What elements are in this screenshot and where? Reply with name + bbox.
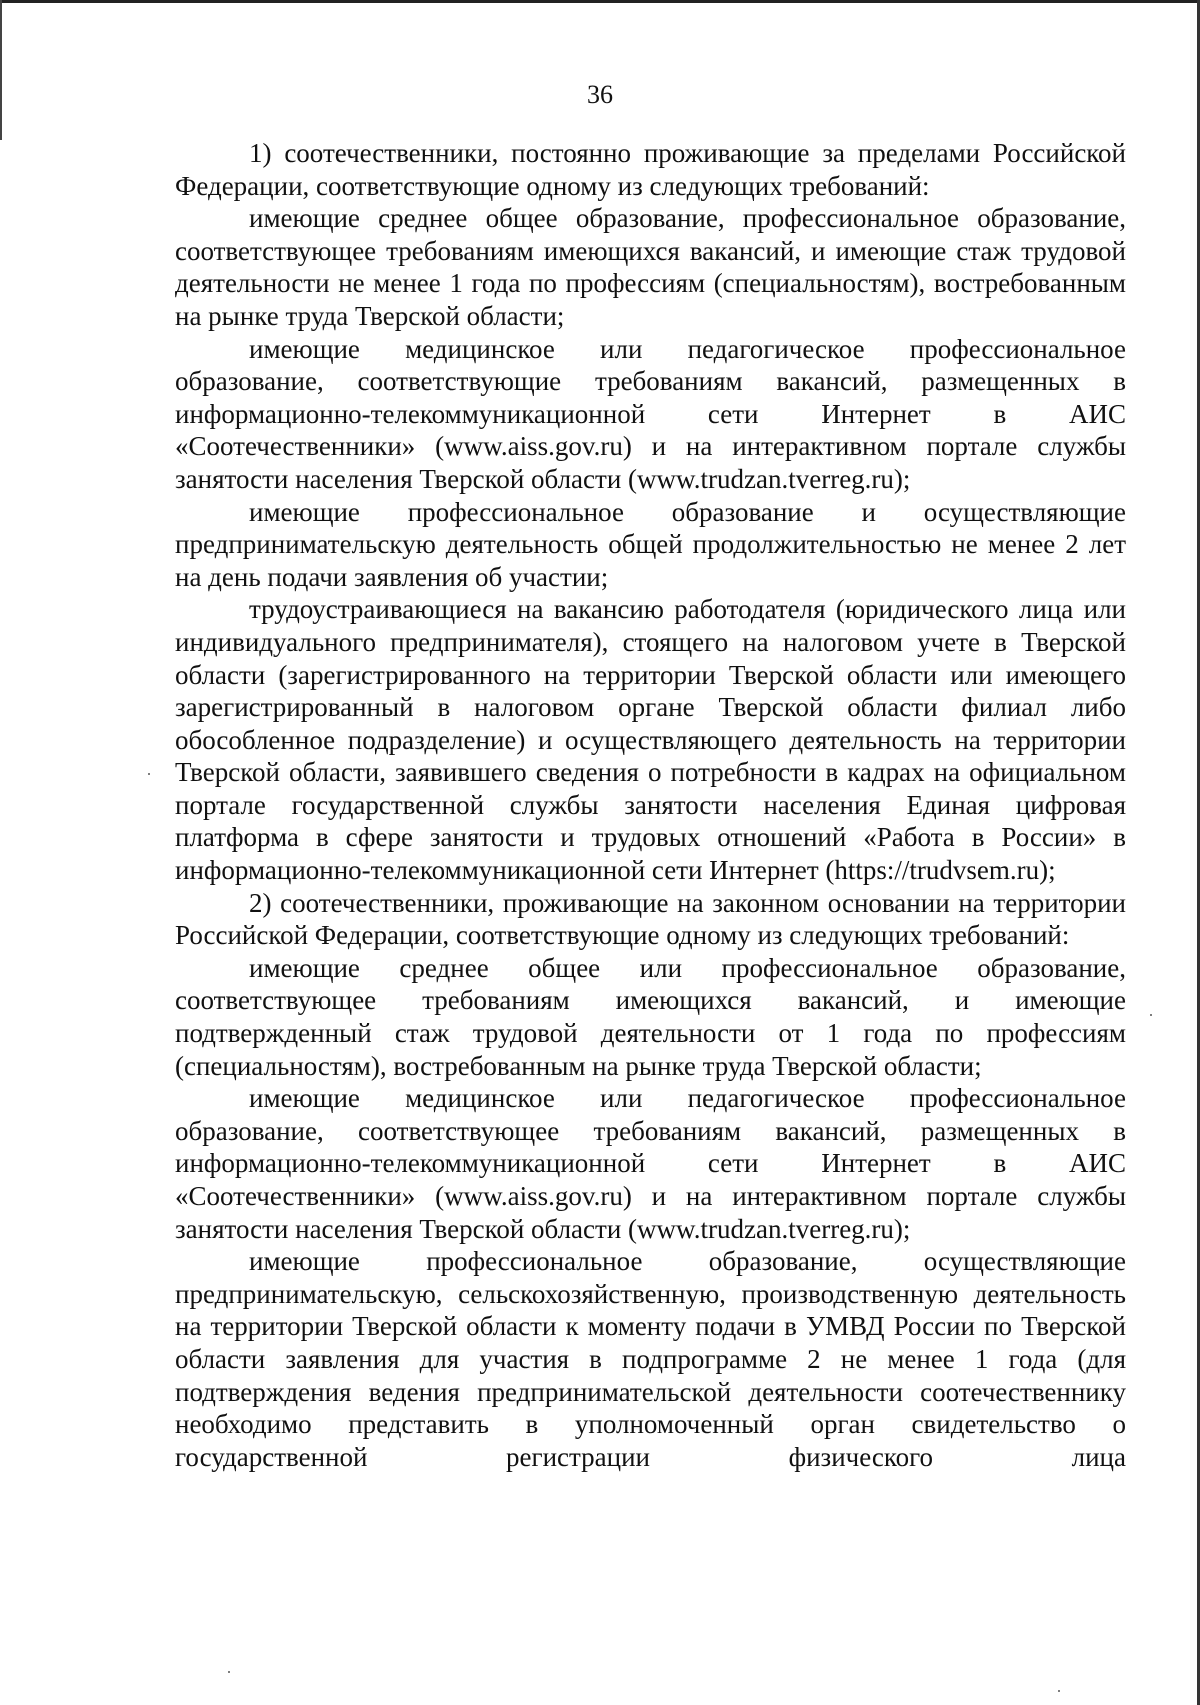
paragraph-requirement-entrepreneurship-2: имеющие профессиональное образование, осуществляющие предпринимательскую, сельскохозяйственную, производственную деятельность на территории Тверской области к моменту подачи в УМВД России по Тверской области заявления для участия в подпрограмме 2 не менее 1 года (для подтверждения ведения предпринимательской деятельности соотечественнику необходимо представить в уполномоченный орган свидетельство о государственной регистрации физического лица (175, 1246, 1126, 1472)
paragraph-requirement-secondary-education: имеющие среднее общее образование, профессиональное образование, соответствующее требованиям имеющихся вакансий, и имеющие стаж трудовой деятельности не менее 1 года по профессиям (специальностям), востребованным на рынке труда Тверской области; (175, 203, 1126, 331)
paragraph-requirement-secondary-education-2: имеющие среднее общее или профессиональное образование, соответствующее требованиям имеющихся вакансий, и имеющие подтвержденный стаж трудовой деятельности от 1 года по профессиям (специальностям), востребованным на рынке труда Тверской области; (175, 952, 1126, 1081)
scan-speck (1150, 1014, 1152, 1016)
scan-border-left (0, 0, 2, 140)
scan-speck (148, 773, 150, 775)
paragraph-requirement-employment: трудоустраивающиеся на вакансию работодателя (юридического лица или индивидуального предпринимателя), стоящего на налоговом учете в Тверской области (зарегистрированного на территории Тверской области или имеющего зарегистрированный в налоговом органе Тверской области филиал либо обособленное подразделение) и осуществляющего деятельность на территории Тверской области, заявившего сведения о потребности в кадрах на официальном портале государственной службы занятости населения Единая цифровая платформа в сфере занятости и трудовых отношений «Работа в России» в информационно-телекоммуникационной сети Интернет (https://trudvsem.ru); (175, 594, 1126, 886)
page-number: 36 (587, 80, 613, 109)
paragraph-requirement-medical-education-2: имеющие медицинское или педагогическое профессиональное образование, соответствующее требованиям вакансий, размещенных в информационно-телекоммуникационной сети Интернет в АИС «Соотечественники» (www.aiss.gov.ru) и на интерактивном портале службы занятости населения Тверской области (www.trudzan.tverreg.ru); (175, 1083, 1126, 1244)
paragraph-item-1-intro: 1) соотечественники, постоянно проживающие за пределами Российской Федерации, соответствующие одному из следующих требований: (175, 138, 1126, 201)
document-body (175, 137, 1126, 1473)
scan-border-top (0, 0, 1200, 3)
scan-speck (228, 1671, 230, 1673)
paragraph-requirement-entrepreneurship: имеющие профессиональное образование и осуществляющие предпринимательскую деятельность общей продолжительностью не менее 2 лет на день подачи заявления об участии; (175, 496, 1126, 592)
paragraph-item-2-intro: 2) соотечественники, проживающие на законном основании на территории Российской Федерации, соответствующие одному из следующих требований: (175, 887, 1126, 951)
scan-speck (1058, 1690, 1060, 1692)
paragraph-requirement-medical-education: имеющие медицинское или педагогическое профессиональное образование, соответствующие требованиям вакансий, размещенных в информационно-телекоммуникационной сети Интернет в АИС «Соотечественники» (www.aiss.gov.ru) и на интерактивном портале службы занятости населения Тверской области (www.trudzan.tverreg.ru); (175, 333, 1126, 494)
